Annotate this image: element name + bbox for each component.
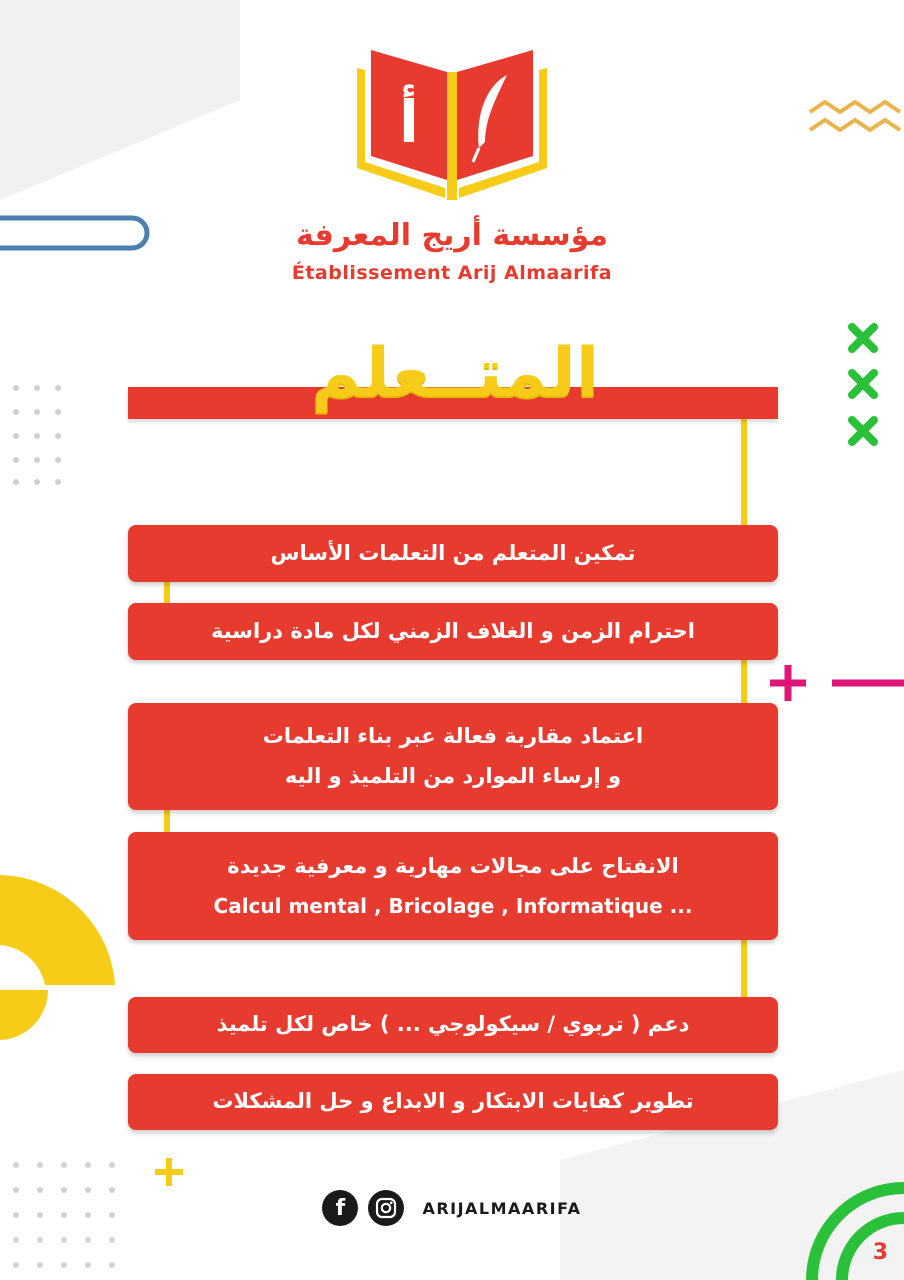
connector-line <box>741 419 747 525</box>
yellow-arc-shape <box>0 990 48 1040</box>
green-x-marks <box>852 327 874 442</box>
yellow-arc-shape <box>0 875 115 985</box>
svg-text:أ: أ <box>399 88 419 156</box>
connector-line <box>741 660 747 704</box>
connector-line <box>741 940 747 997</box>
item-text: Calcul mental , Bricolage , Informatique ... <box>213 893 693 918</box>
magenta-plus-icon <box>770 665 806 701</box>
item-text: دعم ( تربوي / سيكولوجي ... ) خاص لكل تلميذ <box>216 1012 690 1037</box>
yellow-plus-icon <box>155 1158 183 1186</box>
list-item <box>128 525 778 582</box>
facebook-icon[interactable]: f <box>322 1190 358 1226</box>
page-title: المتــعلم <box>310 334 600 413</box>
connector-line <box>164 810 170 832</box>
list-item <box>128 1074 778 1130</box>
social-handle: ARIJALMAARIFA <box>422 1198 582 1218</box>
item-text: و إرساء الموارد من التلميذ و اليه <box>284 763 622 788</box>
brand-name-french: Établissement Arij Almaarifa <box>291 262 613 284</box>
list-item <box>128 997 778 1053</box>
list-item <box>128 703 778 810</box>
dot-grid-left <box>13 385 61 485</box>
list-item <box>128 832 778 940</box>
page-number: 3 <box>872 1240 888 1265</box>
item-text: تطوير كفايات الابتكار و الابداع و حل المشكلات <box>212 1089 694 1114</box>
item-text: اعتماد مقاربة فعالة عبر بناء التعلمات <box>262 723 644 748</box>
social-footer <box>0 1190 904 1226</box>
item-text: الانفتاح على مجالات مهارية و معرفية جديدة <box>227 854 679 879</box>
connector-line <box>164 582 170 604</box>
instagram-glyph-icon <box>375 1197 397 1219</box>
item-text: احترام الزمن و الغلاف الزمني لكل مادة دراسية <box>210 618 695 643</box>
item-text: تمكين المتعلم من التعلمات الأساس <box>270 540 636 565</box>
instagram-icon[interactable] <box>368 1190 404 1226</box>
list-item <box>128 603 778 660</box>
book-logo-icon <box>347 30 557 205</box>
logo <box>0 30 904 209</box>
brand-name-arabic: مؤسسة أريج المعرفة <box>295 218 609 253</box>
